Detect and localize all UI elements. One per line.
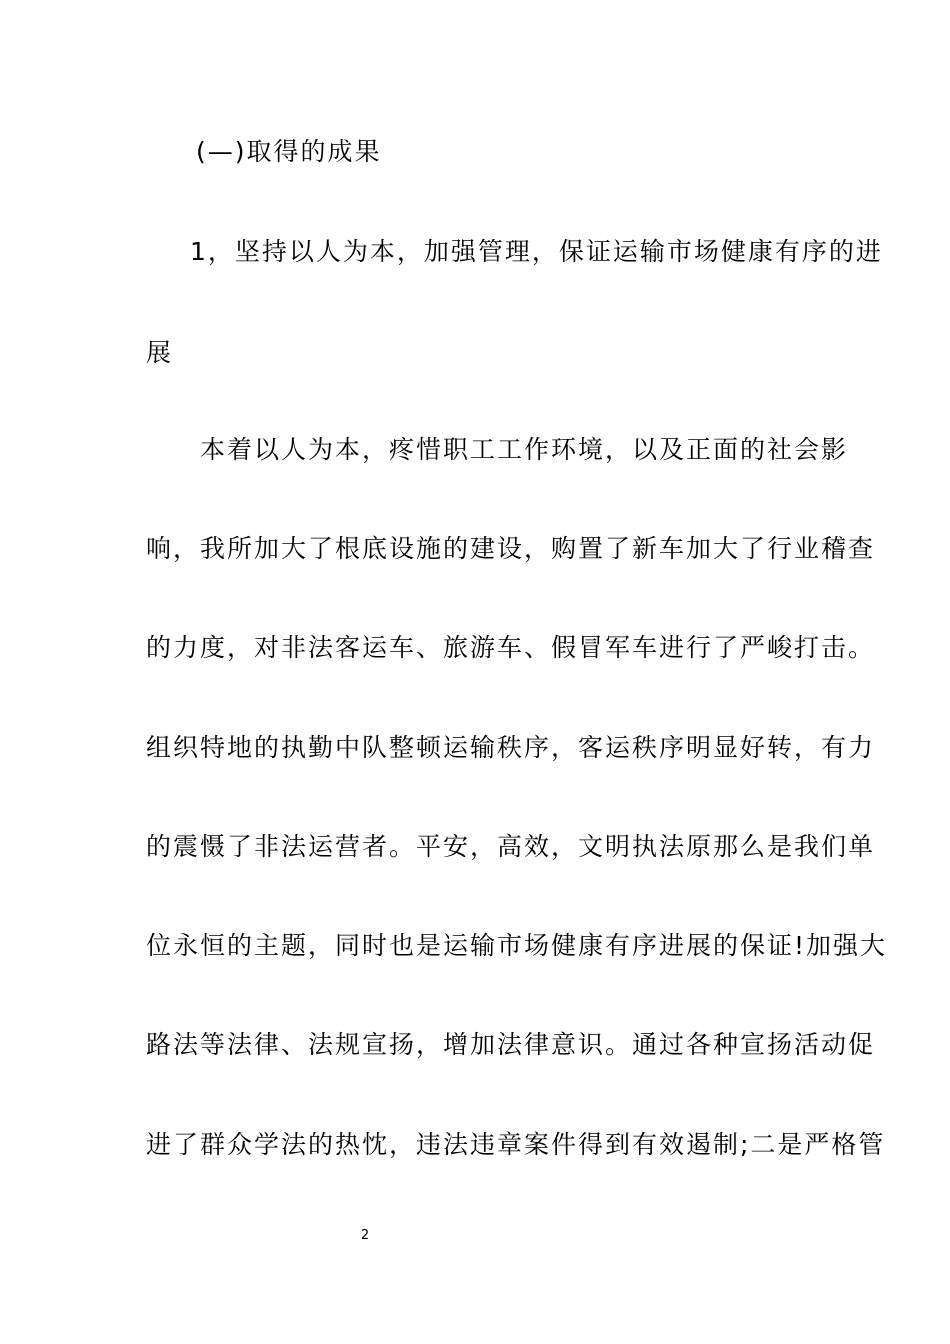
body-line-6: 位永恒的主题，同时也是运输市场健康有序进展的保证!加强大: [146, 931, 888, 960]
body-line-1: 本着以人为本，疼惜职工工作环境，以及正面的社会影: [200, 435, 849, 464]
page-number: 2: [360, 1228, 370, 1243]
body-line-3: 的力度，对非法客运车、旅游车、假冒军车进行了严峻打击。: [146, 633, 876, 662]
body-line-5: 的震慑了非法运营者。平安，高效，文明执法原那么是我们单: [146, 832, 876, 861]
body-line-8: 进了群众学法的热忱，违法违章案件得到有效遏制;二是严格管: [146, 1130, 886, 1159]
section-heading: (—)取得的成果: [196, 137, 382, 166]
body-line-4: 组织特地的执勤中队整顿运输秩序，客运秩序明显好转，有力: [146, 733, 876, 762]
body-line-2: 响，我所加大了根底设施的建设，购置了新车加大了行业稽查: [146, 534, 876, 563]
body-line-7: 路法等法律、法规宣扬，增加法律意识。通过各种宣扬活动促: [146, 1030, 876, 1059]
subheading-line-1: 1，坚持以人为本，加强管理，保证运输市场健康有序的进: [190, 237, 883, 266]
subheading-line-2: 展: [146, 338, 174, 367]
